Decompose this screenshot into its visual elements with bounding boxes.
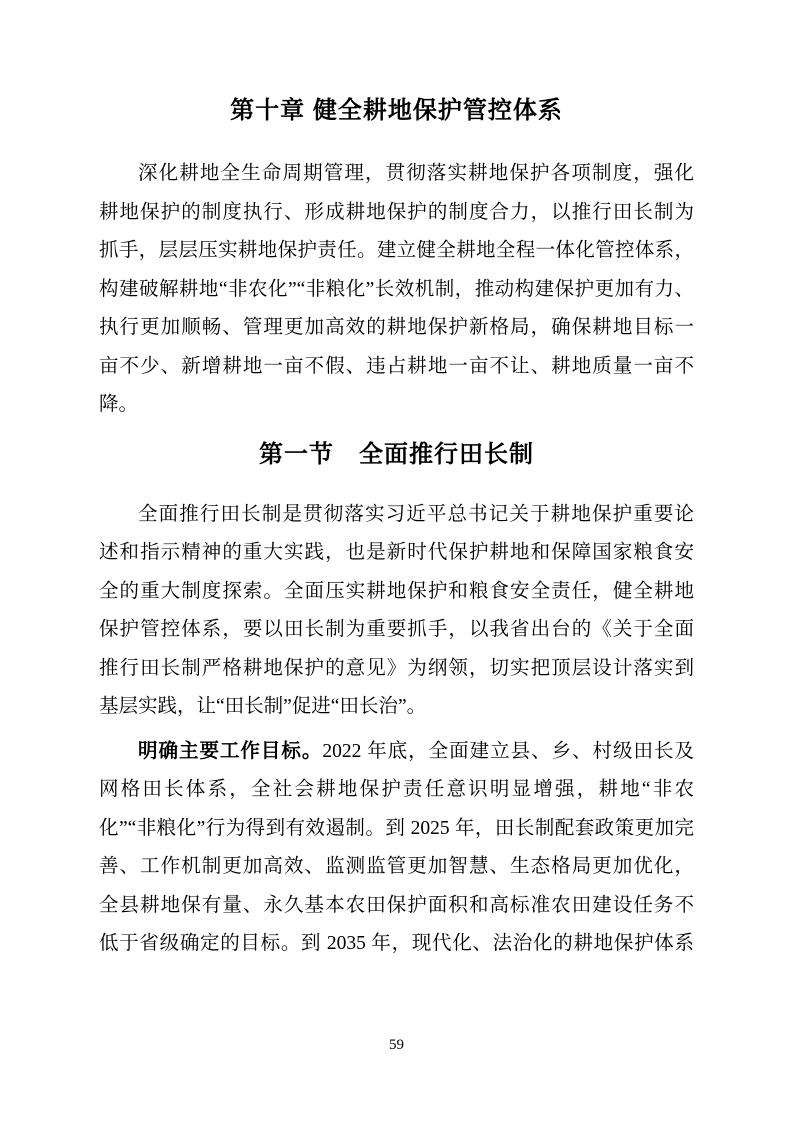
text-line: 抓手，层层压实耕地保护责任。建立健全耕地全程一体化管控体系， (99, 240, 694, 261)
chapter-title: 第十章 健全耕地保护管控体系 (230, 97, 563, 124)
text-line: 善、工作机制更加高效、监测监管更加智慧、生态格局更加优化， (99, 856, 694, 877)
text-line: 构建破解耕地“非农化”“非粮化”长效机制，推动构建保护更加有力、 (99, 278, 694, 300)
text-line: 亩不少、新增耕地一亩不假、违占耕地一亩不让、耕地质量一亩不 (99, 355, 694, 377)
section-title: 第一节 全面推行田长制 (259, 440, 534, 468)
text-line: 保护管控体系，要以田长制为重要抓手，以我省出台的《关于全面 (99, 619, 694, 640)
text-line: 执行更加顺畅、管理更加高效的耕地保护新格局，确保耕地目标一 (99, 317, 694, 338)
paragraph-2 (99, 496, 694, 727)
document-page-content (99, 0, 694, 964)
text-line: 低于省级确定的目标。到 2035 年，现代化、法治化的耕地保护体系 (99, 933, 694, 954)
text-line: 降。 (99, 394, 139, 415)
text-line: 全县耕地保有量、永久基本农田保护面积和高标准农田建设任务不 (99, 894, 694, 916)
paragraph-3 (99, 733, 694, 964)
text-line: 化”“非粮化”行为得到有效遏制。到 2025 年，田长制配套政策更加完 (99, 817, 694, 839)
text-line: 推行田长制严格耕地保护的意见》为纲领，切实把顶层设计落实到 (99, 657, 694, 679)
text-line: 网格田长体系，全社会耕地保护责任意识明显增强，耕地“非农 (99, 779, 694, 800)
page-number: 59 (389, 1037, 404, 1053)
bold-lead-in: 明确主要工作目标。 (138, 740, 323, 762)
text-segment: 2022 年底，全面建立县、乡、村级田长及 (322, 740, 694, 762)
text-line (99, 733, 694, 772)
text-line: 全面推行田长制是贯彻落实习近平总书记关于耕地保护重要论 (138, 503, 694, 525)
text-line: 全的重大制度探索。全面压实耕地保护和粮食安全责任，健全耕地 (99, 580, 694, 602)
text-line: 耕地保护的制度执行、形成耕地保护的制度合力，以推行田长制为 (99, 201, 694, 223)
text-line: 基层实践，让“田长制”促进“田长治”。 (99, 696, 427, 717)
text-line: 深化耕地全生命周期管理，贯彻落实耕地保护各项制度，强化 (138, 163, 694, 184)
paragraph-1 (99, 155, 694, 425)
text-line: 述和指示精神的重大实践，也是新时代保护耕地和保障国家粮食安 (99, 542, 694, 563)
